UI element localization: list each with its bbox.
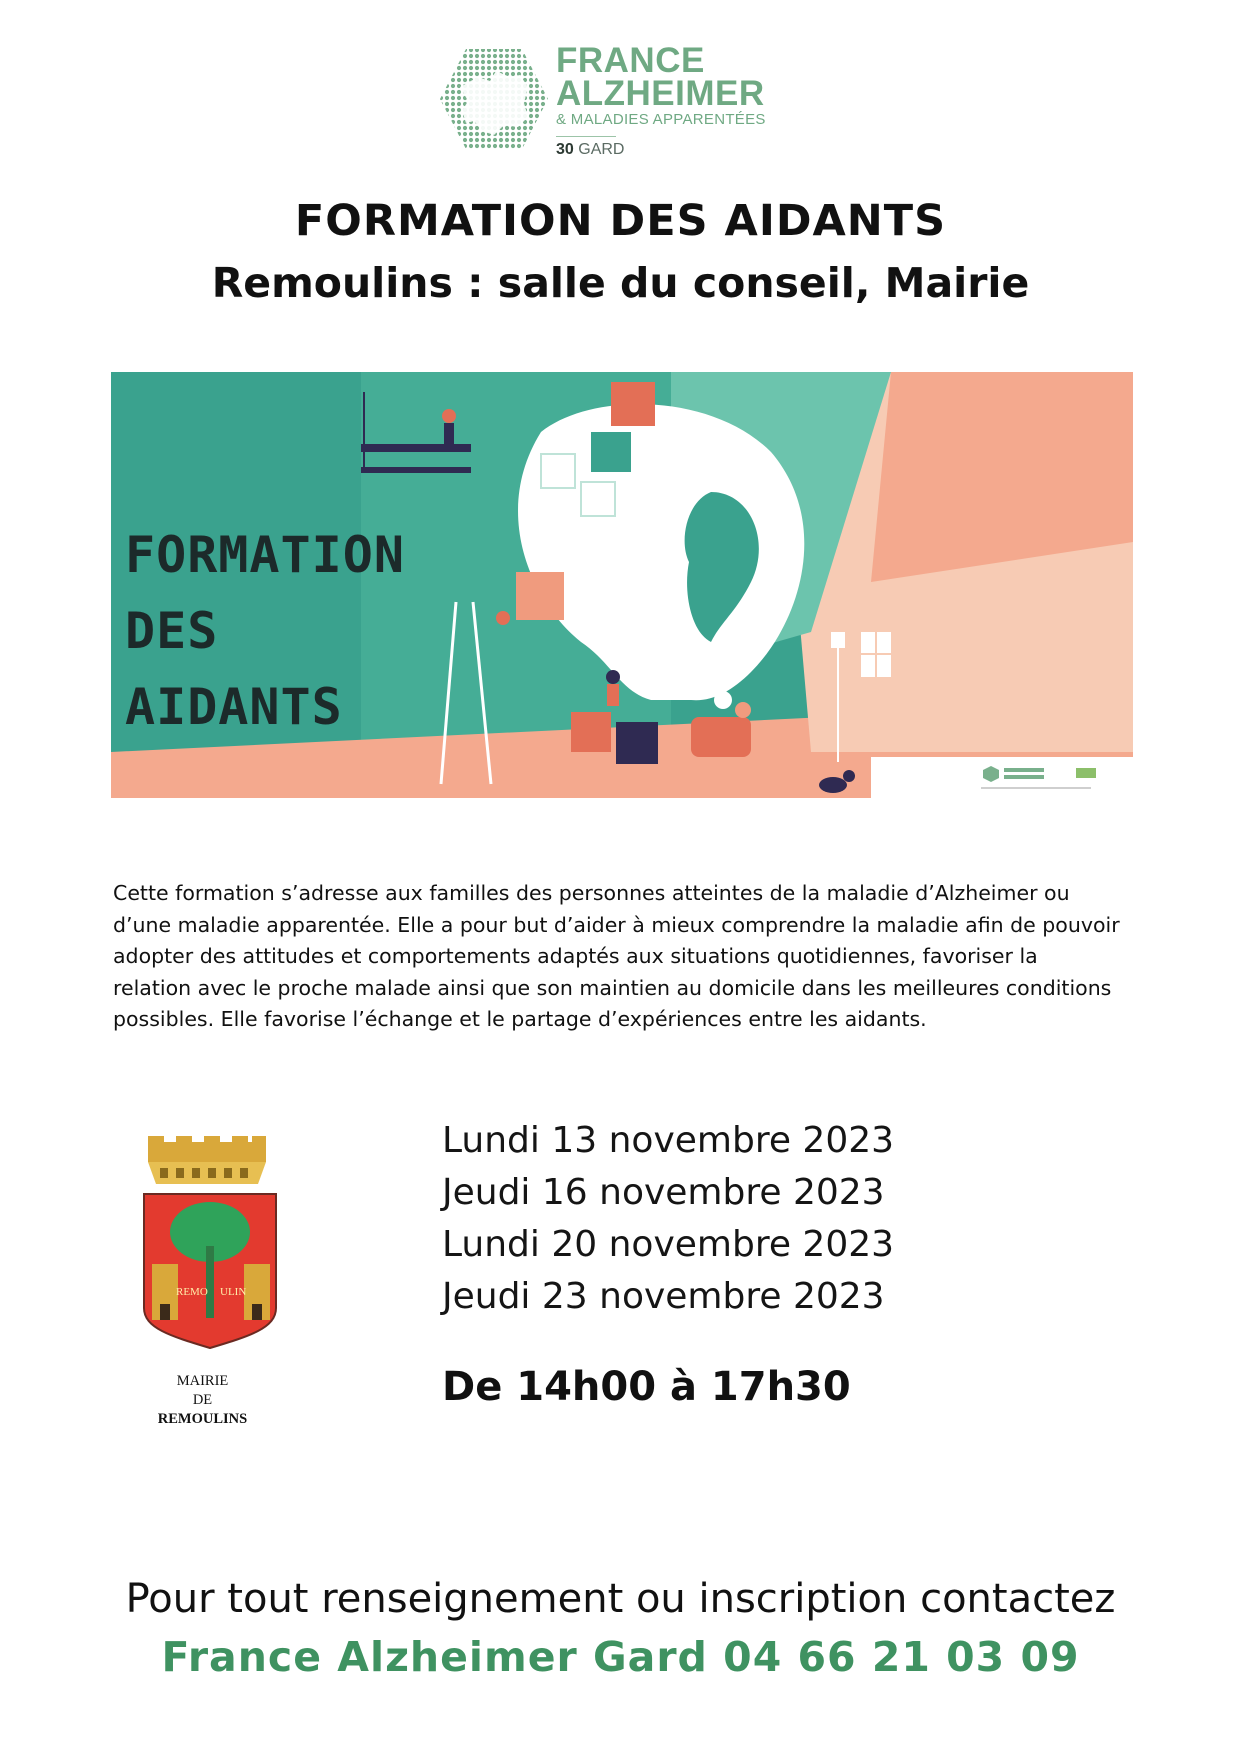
logo-line-france: FRANCE (556, 41, 705, 80)
description-line: possibles. Elle favorise l’échange et le partage d’expériences entre les aidants. (113, 1007, 927, 1031)
session-date: Jeudi 16 novembre 2023 (442, 1172, 885, 1213)
logo-dept-name: GARD (578, 141, 625, 158)
logo-line-maladies: & MALADIES APPARENTÉES (556, 111, 766, 128)
logo-divider (556, 136, 616, 137)
session-date: Jeudi 23 novembre 2023 (442, 1276, 885, 1317)
logo-wordmark (556, 41, 766, 159)
description-line: relation avec le proche malade ainsi que son maintien au domicile dans les meilleures conditions (113, 975, 1112, 1000)
banner-line-2: DES (125, 602, 219, 660)
logo-department (556, 141, 766, 159)
page-subtitle: Remoulins : salle du conseil, Mairie (211, 259, 1030, 307)
remoulins-coat-of-arms-icon (140, 1136, 280, 1356)
session-date: Lundi 20 novembre 2023 (442, 1224, 895, 1265)
logo-line-alzheimer: ALZHEIMER (556, 74, 765, 113)
description-line: d’une maladie apparentée. Elle a pour but d’aider à mieux comprendre la maladie afin de pouvoir (113, 912, 1120, 937)
description-paragraph (113, 878, 1133, 1036)
mairie-label (140, 1372, 265, 1429)
description-line: adopter des attitudes et comportements adaptés aux situations quotidiennes, favoriser la (113, 944, 1038, 968)
session-hours: De 14h00 à 17h30 (442, 1364, 851, 1410)
contact-phone: France Alzheimer Gard 04 66 21 03 09 (161, 1633, 1080, 1681)
hexagon-france-map-icon (438, 47, 550, 151)
crest-text-left: REMO (176, 1286, 208, 1298)
banner-line-1: FORMATION (125, 526, 405, 584)
session-date: Lundi 13 novembre 2023 (442, 1120, 895, 1161)
crest-text-right: ULIN (220, 1286, 247, 1298)
contact-intro: Pour tout renseignement ou inscription contactez (125, 1576, 1116, 1622)
description-line: Cette formation s’adresse aux familles des personnes atteintes de la maladie d’Alzheimer ou (113, 881, 1070, 905)
banner-line-3: AIDANTS (125, 678, 343, 736)
page-title: FORMATION DES AIDANTS (294, 196, 947, 246)
mairie-line-1: MAIRIE (176, 1373, 229, 1389)
mairie-line-3: REMOULINS (157, 1411, 248, 1427)
formation-banner (111, 372, 1133, 798)
mairie-line-2: DE (192, 1392, 213, 1408)
logo-dept-number: 30 (556, 141, 574, 158)
